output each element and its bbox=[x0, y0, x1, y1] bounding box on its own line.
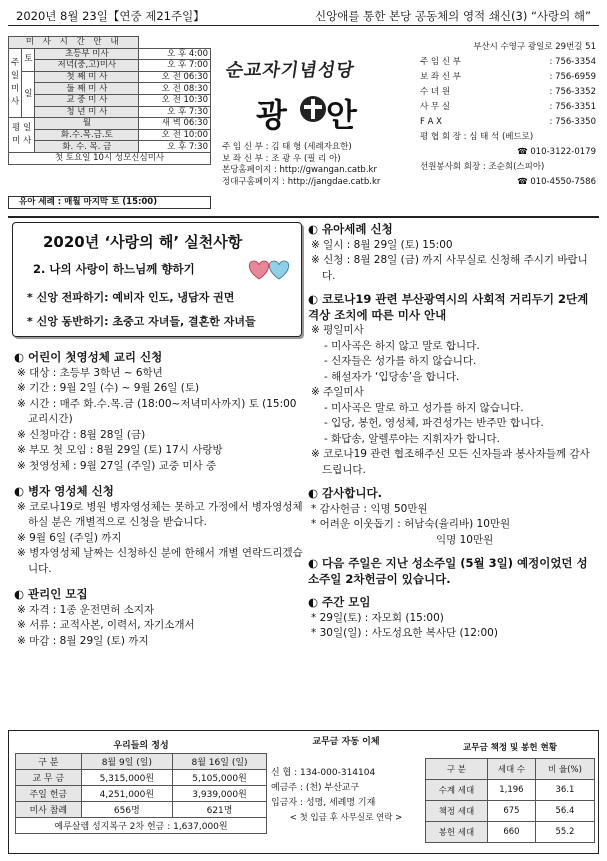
section-heading: ◐ 어린이 첫영성체 교리 신청 bbox=[14, 350, 163, 364]
contact-phone: : 756-3350 bbox=[549, 117, 596, 127]
contact-warning: < 첫 입금 후 사무실로 연락 > bbox=[289, 813, 403, 823]
list-item: * 감사헌금 : 익명 50만원 bbox=[311, 502, 428, 515]
list-item: ※ 자격 : 1종 운전면허 소지자 bbox=[17, 603, 155, 616]
list-item: ※ 시간 : 매주 화.수.목.금 (18:00~저녁미사까지) 토 (15:00 교리시간) bbox=[17, 397, 297, 425]
mass-time: 오 후 7:30 bbox=[139, 141, 211, 153]
section-heading: ◐ 유아세례 신청 bbox=[308, 222, 393, 236]
list-item: 익명 10만원 bbox=[436, 533, 494, 546]
mass-time: 새 벽 06:30 bbox=[139, 118, 211, 130]
section-heading: ◐ 감사합니다. bbox=[308, 486, 382, 500]
sunday-mass-label: 주 일 미 사 bbox=[9, 48, 22, 118]
contact-label: 보 좌 신 부 bbox=[420, 72, 461, 82]
table-cell: 656명 bbox=[81, 801, 173, 817]
table-header: 8월 16일 (일) bbox=[173, 753, 267, 769]
status-table bbox=[425, 737, 595, 843]
table-cell: 4,251,000원 bbox=[81, 785, 173, 801]
auto-transfer-info bbox=[271, 735, 421, 826]
hearts-icon bbox=[245, 255, 297, 283]
contact-phone: : 756-3354 bbox=[549, 57, 596, 67]
pastoral-president: 평 협 회 장 : 심 태 석 (베드로) bbox=[420, 132, 534, 142]
sunday-label: 일 bbox=[22, 71, 35, 117]
mass-name: 교 중 미 사 bbox=[35, 94, 139, 106]
mass-name: 저녁(중,고)미사 bbox=[35, 60, 139, 72]
section-heading: ◐ 주간 모임 bbox=[308, 595, 371, 609]
table-header: 구 분 bbox=[426, 758, 488, 779]
list-item: ※ 코로나19로 병원 병자영성체는 못하고 가정에서 병자영성체 하실 분은 개별적으로 신청을 받습니다. bbox=[17, 500, 303, 528]
logo-right-char: 안 bbox=[326, 96, 357, 134]
homepage-link[interactable]: 본당홈페이지 : http://gwangan.catb.kr bbox=[222, 165, 377, 175]
top-header bbox=[8, 4, 599, 26]
table-cell: 책정 세대 bbox=[426, 800, 488, 821]
table-cell: 미사 참례 bbox=[16, 801, 82, 817]
table-cell: 봉헌 세대 bbox=[426, 821, 488, 842]
list-item: ※ 마감 : 8월 29일 (토) 까지 bbox=[17, 634, 149, 647]
section-heading: ◐ 코로나19 관련 부산광역시의 사회적 거리두기 2단계 격상 조치에 따른 미사 안내 bbox=[308, 292, 589, 322]
mass-time: 오 후 7:30 bbox=[139, 106, 211, 118]
church-contacts bbox=[410, 40, 600, 190]
mass-time: 오 전 06:30 bbox=[139, 71, 211, 83]
table-header: 구 분 bbox=[16, 753, 82, 769]
table-cell: 교 무 금 bbox=[16, 769, 82, 785]
mass-time: 오 후 7:00 bbox=[139, 60, 211, 72]
table-cell: 621명 bbox=[173, 801, 267, 817]
list-item: - 해설자가 ‘입당송’을 합니다. bbox=[324, 370, 460, 383]
left-column bbox=[14, 346, 304, 649]
homepage-link[interactable]: 정대구홈페이지 : http://jangdae.catb.kr bbox=[222, 176, 381, 187]
list-item: ※ 주일미사 bbox=[311, 386, 364, 398]
first-saturday-mass: 첫 토요일 10시 성모신심미사 bbox=[9, 152, 211, 164]
cross-icon bbox=[300, 96, 326, 122]
feature-bullet: * 신앙 전파하기: 예비자 인도, 냉담자 권면 bbox=[27, 291, 235, 304]
table-cell: 5,315,000원 bbox=[81, 769, 173, 785]
youth-phone: ☎ 010-4550-7586 bbox=[517, 177, 596, 187]
contact-label: 사 무 실 bbox=[420, 102, 451, 112]
account-holder: 예금주 : (천) 부산교구 bbox=[271, 783, 360, 793]
weekday-mass-label: 평 일 미 사 bbox=[9, 118, 35, 153]
list-item: ※ 코로나19 관련 협조해주신 모든 신자들과 봉사자들께 감사드립니다. bbox=[311, 448, 590, 476]
bank-account: 신 협 : 134-000-314104 bbox=[271, 768, 376, 778]
contact-phone: : 756-3352 bbox=[549, 87, 596, 97]
table-cell: 5,105,000원 bbox=[173, 769, 267, 785]
mass-name: 화.수.목.금.토 bbox=[35, 129, 139, 141]
list-item: ※ 서류 : 교적사본, 이력서, 자기소개서 bbox=[17, 619, 195, 631]
youth-president: 선원봉사회 회장 : 조순희(스피아) bbox=[420, 162, 545, 172]
list-item: ※ 기간 : 9월 2일 (수) ~ 9월 26일 (토) bbox=[17, 382, 200, 394]
list-item: - 신자들은 성가를 하지 않습니다. bbox=[324, 355, 477, 367]
infant-baptism-note: 유아 세례 : 매월 마지막 토 (15:00) bbox=[8, 196, 211, 209]
feature-bullet: * 신앙 동반하기: 초중고 자녀들, 결혼한 자녀들 bbox=[27, 315, 256, 328]
table-header: 세대 수 bbox=[487, 758, 535, 779]
list-item: ※ 대상 : 초등부 3학년 ~ 6학년 bbox=[17, 366, 163, 379]
table-cell: 675 bbox=[487, 800, 535, 821]
mass-time: 오 전 10:30 bbox=[139, 94, 211, 106]
table-cell: 주일 헌금 bbox=[16, 785, 82, 801]
section-heading: ◐ 관리인 모집 bbox=[14, 587, 88, 601]
pastoral-phone: ☎ 010-3122-0179 bbox=[517, 147, 596, 157]
mass-name: 월 bbox=[35, 118, 139, 130]
mass-name: 청 년 미 사 bbox=[35, 106, 139, 118]
saturday-label: 토 bbox=[22, 48, 35, 71]
mass-name: 화. 수. 목. 금 bbox=[35, 141, 139, 153]
list-item: ※ 부모 첫 모임 : 8월 29일 (토) 17시 사랑방 bbox=[17, 444, 223, 456]
table-cell: 56.4 bbox=[535, 800, 594, 821]
list-item: ※ 첫영성체 : 9월 27일 (주일) 교중 미사 중 bbox=[17, 459, 217, 472]
table-cell: 55.2 bbox=[535, 821, 594, 842]
list-item: - 미사곡은 말로 하고 성가를 하지 않습니다. bbox=[324, 401, 524, 414]
mass-time: 오 전 10:00 bbox=[139, 129, 211, 141]
contact-phone: : 756-6959 bbox=[549, 72, 596, 82]
section-heading: ◐ 병자 영성체 신청 bbox=[14, 484, 114, 498]
contact-label: 수 녀 원 bbox=[420, 87, 451, 97]
mass-name: 초등부 미사 bbox=[35, 48, 139, 60]
mass-time: 오 전 08:30 bbox=[139, 83, 211, 95]
section-heading: ◐ 다음 주일은 지난 성소주일 (5월 3일) 예정이었던 성소주일 2차헌금이 있습니다. bbox=[308, 556, 588, 586]
mass-schedule-title: 미 사 시 간 안 내 bbox=[9, 37, 139, 49]
list-item: ※ 신청 : 8월 28일 (금) 까지 사무실로 신청해 주시기 바랍니다. bbox=[311, 254, 588, 282]
contact-label: 주 임 신 부 bbox=[420, 57, 461, 67]
offering-title: 우리들의 정성 bbox=[113, 741, 169, 752]
feature-title: 2020년 ‘사랑의 해’ 실천사항 bbox=[43, 233, 243, 251]
staff-line: 주 임 신 부 : 김 태 형 (세례자요한) bbox=[222, 142, 352, 152]
table-header: 8월 9일 (일) bbox=[81, 753, 173, 769]
mass-name: 첫 째 미 사 bbox=[35, 71, 139, 83]
depositor-note: 입금자 : 성명, 세례명 기재 bbox=[271, 798, 376, 808]
table-cell: 660 bbox=[487, 821, 535, 842]
list-item: - 입당, 봉헌, 영성체, 파견성가는 반주만 합니다. bbox=[324, 417, 544, 429]
bottom-panel bbox=[8, 730, 599, 854]
list-item: ※ 병자영성체 날짜는 신청하신 분에 한해서 개별 연락드리겠습니다. bbox=[17, 547, 303, 575]
table-cell: 수계 세대 bbox=[426, 779, 488, 800]
table-header: 비 율(%) bbox=[535, 758, 594, 779]
logo-subtitle: 순교자기념성당 bbox=[224, 60, 356, 81]
feature-box bbox=[12, 222, 302, 337]
offering-table bbox=[15, 737, 267, 834]
list-item: ※ 일시 : 8월 29일 (토) 15:00 bbox=[311, 238, 453, 251]
list-item: ※ 신청마감 : 8월 28일 (금) bbox=[17, 428, 146, 441]
list-item: - 화답송, 알렐루야는 지휘자가 합니다. bbox=[324, 432, 500, 445]
table-cell: 1,196 bbox=[487, 779, 535, 800]
contact-phone: : 756-3351 bbox=[549, 102, 596, 112]
mass-schedule-table bbox=[8, 36, 211, 165]
year-theme: 신앙애를 통한 본당 공동체의 영적 쇄신(3) “사랑의 해” bbox=[315, 9, 591, 23]
staff-info bbox=[222, 142, 412, 188]
issue-date: 2020년 8월 23일【연중 제21주일】 bbox=[16, 9, 205, 23]
table-cell: 36.1 bbox=[535, 779, 594, 800]
mass-time: 오 후 4:00 bbox=[139, 48, 211, 60]
contact-label: F A X bbox=[420, 117, 442, 127]
right-column bbox=[308, 218, 598, 642]
table-cell: 3,939,000원 bbox=[173, 785, 267, 801]
list-item: * 어려운 이웃돕기 : 허남숙(율리바) 10만원 bbox=[311, 518, 511, 530]
staff-line: 보 좌 신 부 : 조 광 우 (필 리 아) bbox=[222, 153, 341, 164]
status-title: 교무금 책정 및 봉헌 현황 bbox=[463, 743, 557, 754]
special-offering: 예루살렘 성지복구 2차 헌금 : 1,637,000원 bbox=[16, 817, 267, 833]
list-item: ※ 평일미사 bbox=[311, 324, 364, 336]
list-item: * 30일(일) : 사도성요한 복사단 (12:00) bbox=[311, 627, 498, 639]
church-address: 부산시 수영구 광일로 29번길 51 bbox=[473, 42, 596, 52]
mass-name: 둘 째 미 사 bbox=[35, 83, 139, 95]
list-item: * 29일(토) : 자모회 (15:00) bbox=[311, 611, 444, 624]
logo-left-char: 광 bbox=[256, 96, 291, 134]
list-item: ※ 9월 6일 (주일) 까지 bbox=[17, 531, 122, 544]
list-item: - 미사곡은 하지 않고 말로 합니다. bbox=[324, 339, 480, 352]
transfer-title: 교무금 자동 이체 bbox=[312, 737, 380, 747]
feature-subtitle: 2. 나의 사랑이 하느님께 향하기 bbox=[33, 262, 195, 276]
